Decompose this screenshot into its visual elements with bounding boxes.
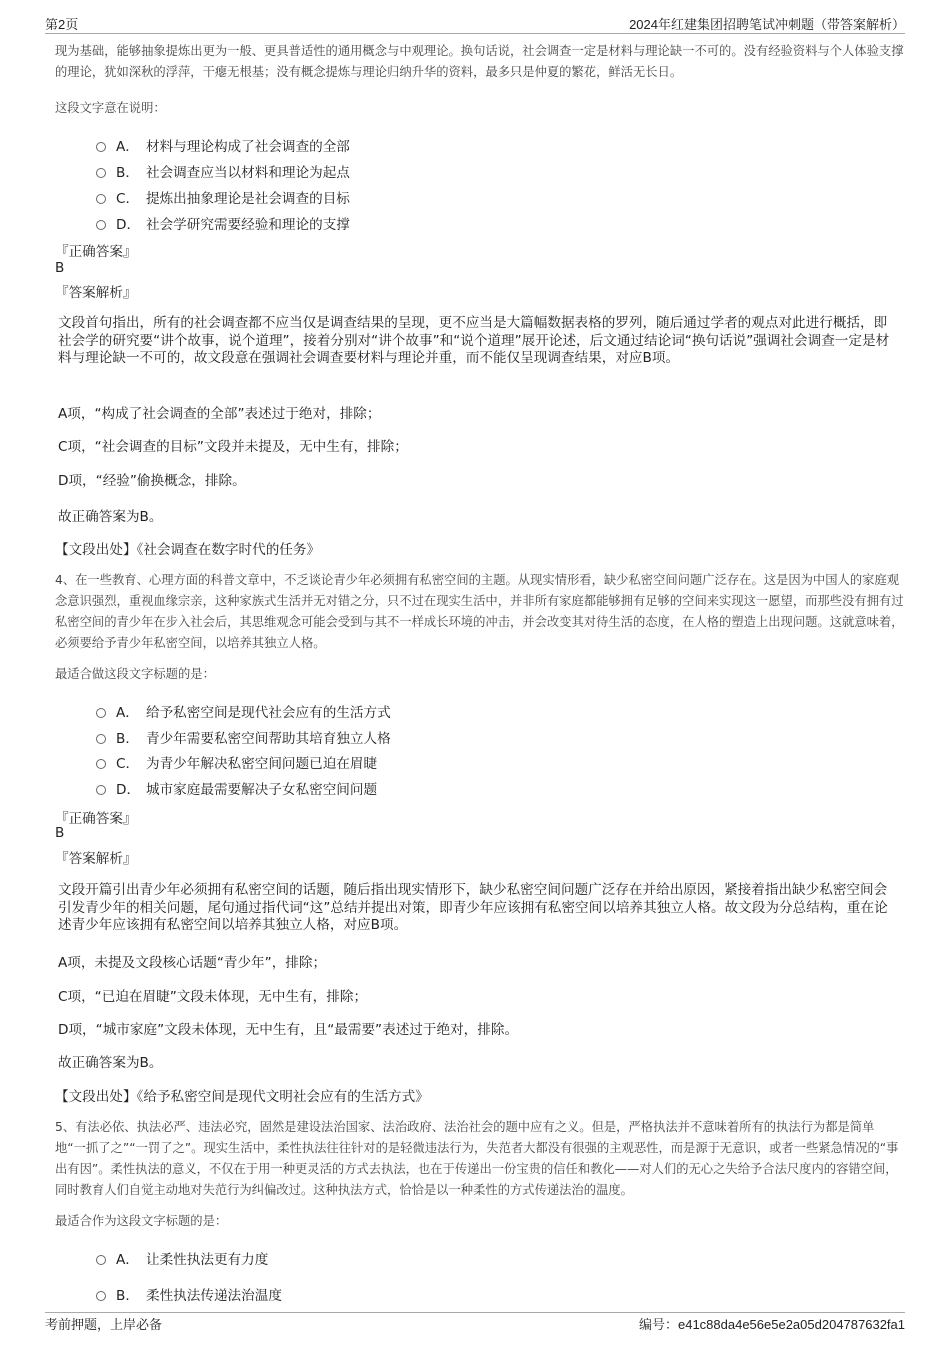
option-key: A． (116, 139, 139, 155)
option-key: D． (116, 782, 141, 798)
analysis-note: A项，未提及文段核心话题“青少年”，排除； (58, 955, 327, 971)
option-a[interactable] (96, 1248, 268, 1268)
answer-label: 『正确答案』 (55, 244, 137, 260)
question-prompt: 最适合作为这段文字标题的是： (55, 1214, 228, 1228)
option-d[interactable] (96, 778, 377, 798)
option-a[interactable] (96, 135, 350, 155)
radio-button[interactable] (96, 194, 106, 204)
option-text: 社会调查应当以材料和理论为起点 (146, 165, 350, 181)
question-prompt: 这段文字意在说明： (55, 101, 166, 115)
document-title: 2024年红建集团招聘笔试冲刺题（带答案解析） (629, 17, 905, 32)
option-text: 给予私密空间是现代社会应有的生活方式 (146, 705, 391, 721)
question-text: 4、在一些教育、心理方面的科普文章中，不乏谈论青少年必须拥有私密空间的主题。从现实情形看，缺少私密空间问题广泛存在。这是因为中国人的家庭观念意识强烈，重视血缘宗亲，这种家族式生活并无对错之分，只不过在现实生活中，并非所有家庭都能够拥有足够的空间来实现这一愿望，而那些没有拥有过私密空间的青少年在步入社会后，其思维观念可能会受到与其不一样成长环境的冲击，并会改变其对待生活的态度，在人格的塑造上出现问题。这就意味着，必须要给予青少年私密空间，以培养其独立人格。 (55, 573, 904, 650)
option-key: B． (116, 731, 139, 747)
analysis-note: A项，“构成了社会调查的全部”表述过于绝对，排除； (58, 406, 381, 422)
option-text: 提炼出抽象理论是社会调查的目标 (146, 191, 350, 207)
footer-slogan: 考前押题，上岸必备 (45, 1317, 163, 1332)
source: 【文段出处】《社会调查在数字时代的任务》 (55, 542, 321, 558)
option-key: B． (116, 165, 139, 181)
radio-button[interactable] (96, 168, 106, 178)
option-b[interactable] (96, 161, 350, 181)
analysis-text: 文段首句指出，所有的社会调查都不应当仅是调查结果的呈现，更不应当是大篇幅数据表格的罗列，随后通过学者的观点对此进行概括，即社会学的研究要“讲个故事，说个道理”，接着分别对“讲个故事”和“说个道理”展开论述，后文通过结论词“换句话说”强调社会调查一定是材料与理论缺一不可的，故文段意在强调社会调查要材料与理论并重，而不能仅呈现调查结果，对应B项。 (58, 315, 890, 366)
option-a[interactable] (96, 701, 391, 721)
footer-divider (45, 1312, 905, 1313)
conclusion: 故正确答案为B。 (58, 1055, 163, 1071)
radio-button[interactable] (96, 708, 106, 718)
option-text: 青少年需要私密空间帮助其培育独立人格 (146, 731, 391, 747)
option-key: D． (116, 217, 141, 233)
radio-button[interactable] (96, 759, 106, 769)
document-id: 编号：e41c88da4e56e5e2a05d204787632fa1 (638, 1317, 905, 1332)
option-key: A． (116, 705, 139, 721)
analysis-note: C项，“已迫在眉睫”文段未体现，无中生有，排除； (58, 989, 368, 1005)
option-d[interactable] (96, 213, 350, 233)
option-b[interactable] (96, 727, 391, 747)
radio-button[interactable] (96, 142, 106, 152)
conclusion: 故正确答案为B。 (58, 509, 163, 525)
option-c[interactable] (96, 187, 350, 207)
option-key: A． (116, 1252, 139, 1268)
radio-button[interactable] (96, 734, 106, 744)
option-text: 城市家庭最需要解决子女私密空间问题 (146, 782, 378, 798)
answer-value: B (55, 260, 65, 276)
option-key: C． (116, 191, 140, 207)
source: 【文段出处】《给予私密空间是现代文明社会应有的生活方式》 (55, 1089, 429, 1105)
radio-button[interactable] (96, 1291, 106, 1301)
question-text: 5、有法必依、执法必严、违法必究，固然是建设法治国家、法治政府、法治社会的题中应有之义。但是，严格执法并不意味着所有的执法行为都是简单地“一抓了之”“一罚了之”。现实生活中，柔性执法往往针对的是轻微违法行为，失范者大都没有很强的主观恶性，而是源于无意识，或者一些紧急情况的“事出有因”。柔性执法的意义，不仅在于用一种更灵活的方式去执法，也在于传递出一份宝贵的信任和教化——对人们的无心之失给予合法尺度内的容错空间，同时教育人们自觉主动地对失范行为纠偏改过。这种执法方式，恰恰是以一种柔性的方式传递法治的温度。 (55, 1120, 899, 1197)
option-text: 柔性执法传递法治温度 (146, 1288, 282, 1304)
analysis-label: 『答案解析』 (55, 285, 137, 301)
option-text: 材料与理论构成了社会调查的全部 (146, 139, 350, 155)
option-text: 社会学研究需要经验和理论的支撑 (146, 217, 350, 233)
option-text: 为青少年解决私密空间问题已迫在眉睫 (146, 756, 378, 772)
option-key: C． (116, 756, 140, 772)
analysis-note: D项，“城市家庭”文段未体现，无中生有，且“最需要”表述过于绝对，排除。 (58, 1022, 519, 1038)
header-divider (45, 33, 905, 34)
option-b[interactable] (96, 1284, 282, 1304)
analysis-note: C项，“社会调查的目标”文段并未提及，无中生有，排除； (58, 439, 408, 455)
analysis-label: 『答案解析』 (55, 851, 137, 867)
analysis-note: D项，“经验”偷换概念，排除。 (58, 473, 246, 489)
radio-button[interactable] (96, 220, 106, 230)
option-c[interactable] (96, 752, 377, 772)
answer-value: B (55, 825, 65, 841)
option-key: B． (116, 1288, 139, 1304)
question-text: 现为基础，能够抽象提炼出更为一般、更具普适性的通用概念与中观理论。换句话说，社会调查一定是材料与理论缺一不可的。没有经验资料与个人体验支撑的理论，犹如深秋的浮萍，干瘪无根基；没有概念提炼与理论归纳升华的资料，最多只是仲夏的繁花，鲜活无长日。 (55, 44, 904, 79)
option-text: 让柔性执法更有力度 (146, 1252, 269, 1268)
question-prompt: 最适合做这段文字标题的是： (55, 667, 215, 681)
analysis-text: 文段开篇引出青少年必须拥有私密空间的话题，随后指出现实情形下，缺少私密空间问题广泛存在并给出原因，紧接着指出缺少私密空间会引发青少年的相关问题，尾句通过指代词“这”总结并提出对策，即青少年应该拥有私密空间以培养其独立人格。故文段为分总结构，重在论述青少年应该拥有私密空间以培养其独立人格，对应B项。 (58, 882, 888, 933)
radio-button[interactable] (96, 1255, 106, 1265)
page-number: 第2页 (45, 17, 79, 32)
radio-button[interactable] (96, 785, 106, 795)
answer-label: 『正确答案』 (55, 811, 137, 827)
